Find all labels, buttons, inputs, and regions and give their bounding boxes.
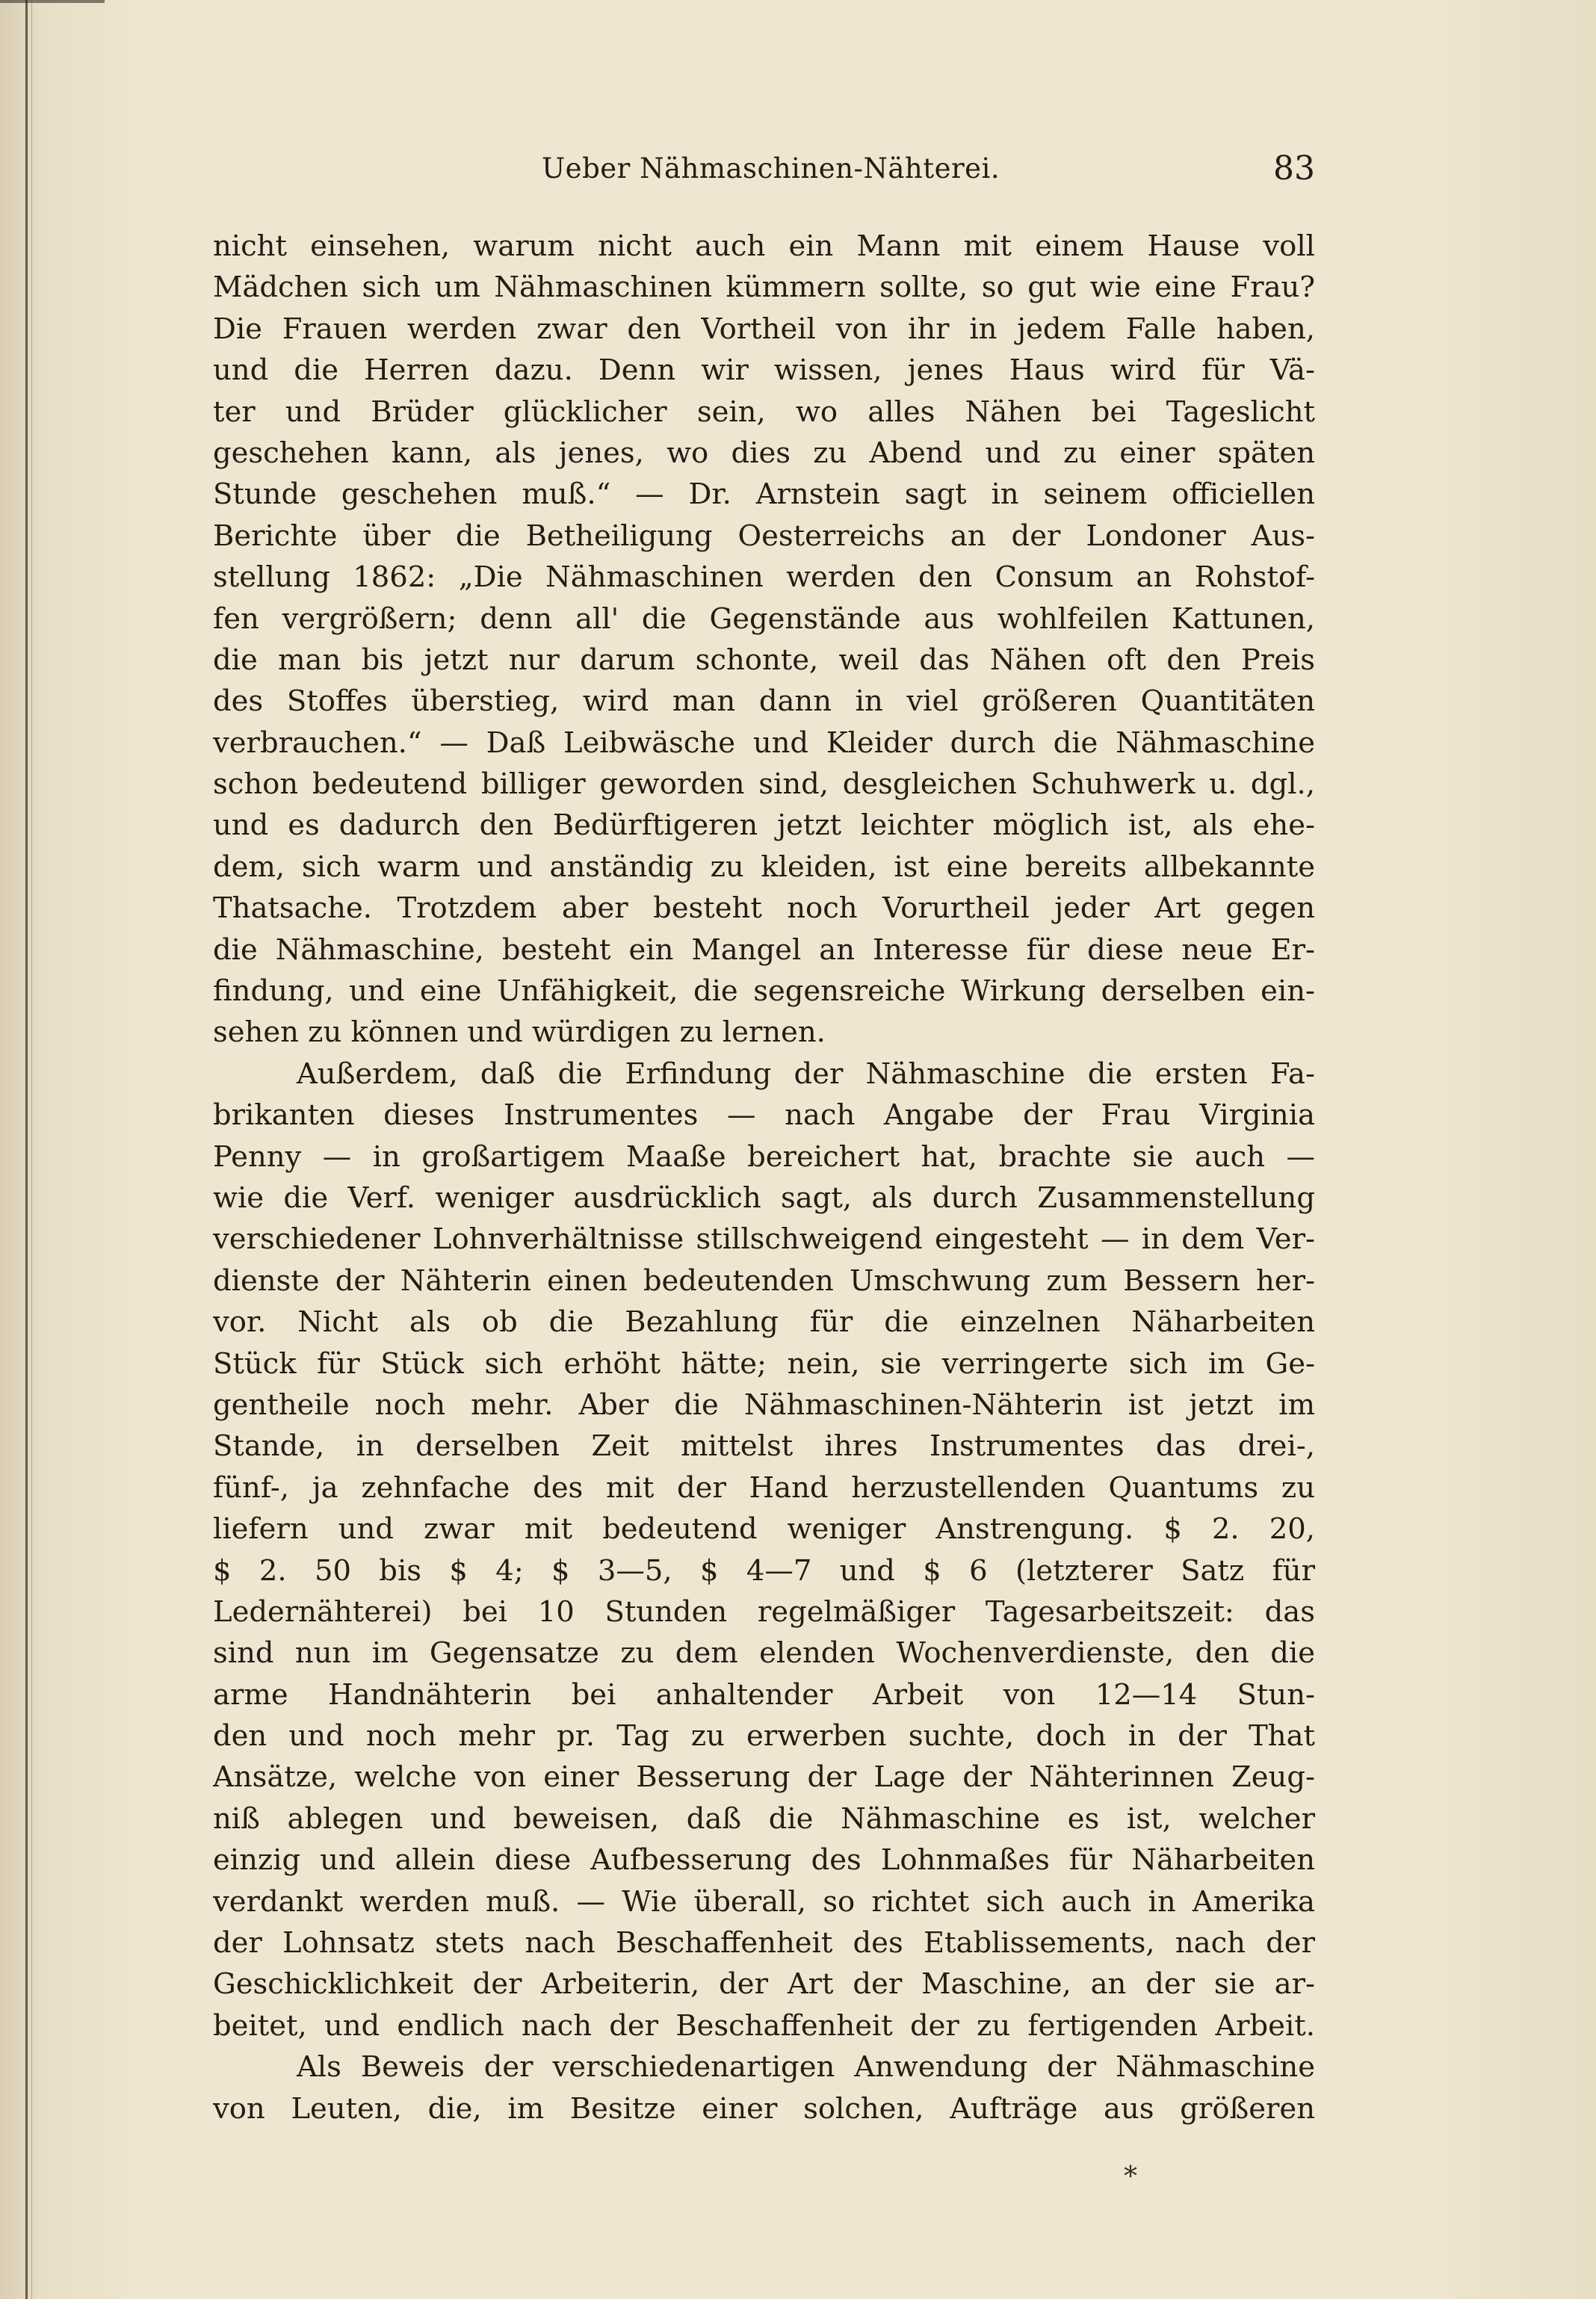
text-line: des Stoffes überstieg, wird man dann in viel größeren Quantitäten — [213, 684, 1315, 719]
text-line: verschiedener Lohnverhältnisse stillschweigend eingesteht — in dem Ver- — [213, 1222, 1315, 1257]
text-line: ter und Brüder glücklicher sein, wo alles Nähen bei Tageslicht — [213, 394, 1315, 429]
text-line: vor. Nicht als ob die Bezahlung für die einzelnen Näharbeiten — [213, 1305, 1315, 1340]
text-line: $ 2. 50 bis $ 4; $ 3—5, $ 4—7 und $ 6 (letzterer Satz für — [213, 1553, 1315, 1588]
text-line: niß ablegen und beweisen, daß die Nähmaschine es ist, welcher — [213, 1801, 1315, 1836]
text-line: verdankt werden muß. — Wie überall, so richtet sich auch in Amerika — [213, 1884, 1315, 1919]
text-line: wie die Verf. weniger ausdrücklich sagt, als durch Zusammenstellung — [213, 1181, 1315, 1215]
text-line: fünf-, ja zehnfache des mit der Hand herzustellenden Quantums zu — [213, 1470, 1315, 1505]
binding-edge-line — [25, 0, 28, 2299]
text-line: verbrauchen.“ — Daß Leibwäsche und Kleider durch die Nähmaschine — [213, 725, 1315, 760]
signature-mark: * — [1124, 2162, 1137, 2192]
running-header — [213, 149, 1315, 190]
text-line: findung, und eine Unfähigkeit, die segensreiche Wirkung derselben ein- — [213, 974, 1315, 1009]
text-line: Stunde geschehen muß.“ — Dr. Arnstein sagt in seinem officiellen — [213, 477, 1315, 512]
text-line: dienste der Nähterin einen bedeutenden Umschwung zum Bessern her- — [213, 1263, 1315, 1298]
text-line: stellung 1862: „Die Nähmaschinen werden den Consum an Rohstof- — [213, 560, 1315, 595]
text-line: Ansätze, welche von einer Besserung der Lage der Nähterinnen Zeug- — [213, 1760, 1315, 1795]
text-line: Als Beweis der verschiedenartigen Anwendung der Nähmaschine — [297, 2050, 1315, 2085]
text-line: Stande, in derselben Zeit mittelst ihres Instrumentes das drei-, — [213, 1429, 1315, 1464]
text-line: Stück für Stück sich erhöht hätte; nein, sie verringerte sich im Ge- — [213, 1346, 1315, 1381]
text-line: die man bis jetzt nur darum schonte, weil das Nähen oft den Preis — [213, 643, 1315, 677]
page-number: 83 — [1273, 149, 1315, 188]
text-line: sind nun im Gegensatze zu dem elenden Wochenverdienste, den die — [213, 1636, 1315, 1671]
text-line: schon bedeutend billiger geworden sind, desgleichen Schuhwerk u. dgl., — [213, 767, 1315, 802]
text-line: beitet, und endlich nach der Beschaffenheit der zu fertigenden Arbeit. — [213, 2008, 1315, 2043]
text-line: den und noch mehr pr. Tag zu erwerben suchte, doch in der That — [213, 1719, 1315, 1754]
text-line: gentheile noch mehr. Aber die Nähmaschinen-Nähterin ist jetzt im — [213, 1387, 1315, 1422]
body-text — [213, 226, 1315, 2129]
text-line: sehen zu können und würdigen zu lernen. — [213, 1015, 826, 1050]
text-line: Ledernähterei) bei 10 Stunden regelmäßiger Tagesarbeitszeit: das — [213, 1594, 1315, 1629]
page-top-rule — [0, 0, 105, 3]
text-line: Berichte über die Betheiligung Oesterreichs an der Londoner Aus- — [213, 519, 1315, 553]
text-line: und die Herren dazu. Denn wir wissen, jenes Haus wird für Vä- — [213, 353, 1315, 388]
text-line: brikanten dieses Instrumentes — nach Angabe der Frau Virginia — [213, 1098, 1315, 1133]
text-line: Penny — in großartigem Maaße bereichert hat, brachte sie auch — — [213, 1139, 1315, 1174]
text-line: liefern und zwar mit bedeutend weniger Anstrengung. $ 2. 20, — [213, 1512, 1315, 1547]
text-line: Die Frauen werden zwar den Vortheil von ihr in jedem Falle haben, — [213, 312, 1315, 346]
text-line: die Nähmaschine, besteht ein Mangel an Interesse für diese neue Er- — [213, 932, 1315, 967]
text-line: nicht einsehen, warum nicht auch ein Mann mit einem Hause voll — [213, 229, 1315, 263]
text-line: der Lohnsatz stets nach Beschaffenheit des Etablissements, nach der — [213, 1926, 1315, 1961]
text-line: fen vergrößern; denn all' die Gegenstände aus wohlfeilen Kattunen, — [213, 601, 1315, 636]
text-line: geschehen kann, als jenes, wo dies zu Abend und zu einer späten — [213, 436, 1315, 470]
text-line: dem, sich warm und anständig zu kleiden, ist eine bereits allbekannte — [213, 850, 1315, 884]
text-line: arme Handnähterin bei anhaltender Arbeit von 12—14 Stun- — [213, 1677, 1315, 1712]
text-line: Thatsache. Trotzdem aber besteht noch Vorurtheil jeder Art gegen — [213, 891, 1315, 926]
running-title: Ueber Nähmaschinen-Nähterei. — [542, 152, 1000, 185]
text-line: Mädchen sich um Nähmaschinen kümmern sollte, so gut wie eine Frau? — [213, 270, 1315, 305]
text-line: einzig und allein diese Aufbesserung des Lohnmaßes für Näharbeiten — [213, 1843, 1315, 1878]
text-line: von Leuten, die, im Besitze einer solchen, Aufträge aus größeren — [213, 2091, 1315, 2126]
text-line: und es dadurch den Bedürftigeren jetzt leichter möglich ist, als ehe- — [213, 808, 1315, 843]
text-line: Außerdem, daß die Erfindung der Nähmaschine die ersten Fa- — [297, 1056, 1315, 1091]
text-line: Geschicklichkeit der Arbeiterin, der Art der Maschine, an der sie ar- — [213, 1967, 1315, 2002]
binding-edge-shadow — [31, 0, 32, 2299]
